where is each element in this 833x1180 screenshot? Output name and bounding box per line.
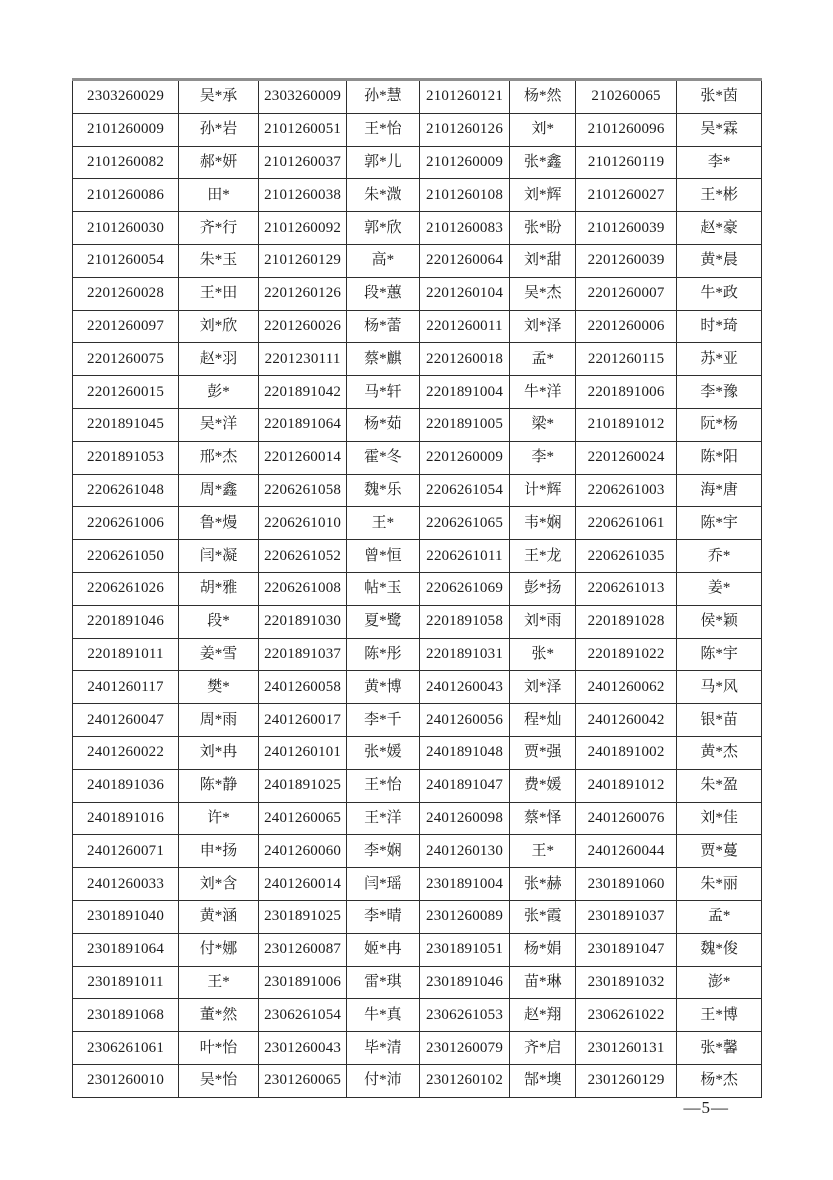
table-row: [73, 540, 762, 573]
candidate-id-cell: 2101260030: [73, 212, 179, 245]
table-row: [73, 244, 762, 277]
candidate-id-cell: 2401891025: [259, 769, 347, 802]
candidate-name-cell: 周*鑫: [179, 474, 259, 507]
candidate-id-cell: 2301891037: [575, 900, 676, 933]
candidate-name-cell: 赵*翔: [510, 999, 575, 1032]
candidate-id-cell: 2201891006: [575, 376, 676, 409]
candidate-name-cell: 王*怡: [347, 113, 419, 146]
candidate-id-cell: 2101260092: [259, 212, 347, 245]
candidate-name-cell: 张*: [510, 638, 575, 671]
candidate-name-cell: 朱*溦: [347, 179, 419, 212]
candidate-id-cell: 2306261022: [575, 999, 676, 1032]
candidate-name-cell: 黄*杰: [677, 736, 762, 769]
candidate-id-cell: 2401891048: [419, 736, 510, 769]
candidate-name-cell: 蔡*麒: [347, 343, 419, 376]
table-row: [73, 966, 762, 999]
candidate-name-cell: 樊*: [179, 671, 259, 704]
candidate-name-cell: 王*: [179, 966, 259, 999]
candidate-id-cell: 2201260007: [575, 277, 676, 310]
candidate-id-cell: 2101260039: [575, 212, 676, 245]
candidate-name-cell: 刘*泽: [510, 671, 575, 704]
table-row: [73, 605, 762, 638]
candidate-name-cell: 陈*静: [179, 769, 259, 802]
candidate-id-cell: 2201891030: [259, 605, 347, 638]
table-row: [73, 277, 762, 310]
candidate-id-cell: 2306261054: [259, 999, 347, 1032]
candidate-name-cell: 付*沛: [347, 1064, 419, 1097]
candidate-id-cell: 2401260076: [575, 802, 676, 835]
candidate-id-cell: 2301891060: [575, 868, 676, 901]
candidate-name-cell: 朱*盈: [677, 769, 762, 802]
candidate-id-cell: 2206261011: [419, 540, 510, 573]
candidate-id-cell: 2401260014: [259, 868, 347, 901]
candidate-id-cell: 2401260047: [73, 704, 179, 737]
candidate-id-cell: 2206261013: [575, 572, 676, 605]
candidate-name-cell: 李*晴: [347, 900, 419, 933]
candidate-name-cell: 陈*阳: [677, 441, 762, 474]
table-row: [73, 376, 762, 409]
candidate-id-cell: 2101260129: [259, 244, 347, 277]
candidate-id-cell: 2206261052: [259, 540, 347, 573]
candidate-name-cell: 侯*颖: [677, 605, 762, 638]
candidate-name-cell: 段*蕙: [347, 277, 419, 310]
candidate-id-cell: 2401260044: [575, 835, 676, 868]
candidate-id-cell: 2201891064: [259, 408, 347, 441]
candidate-name-cell: 叶*怡: [179, 1032, 259, 1065]
candidate-id-cell: 2401260098: [419, 802, 510, 835]
candidate-id-cell: 2301891051: [419, 933, 510, 966]
table-row: [73, 736, 762, 769]
candidate-name-cell: 李*: [677, 146, 762, 179]
candidate-name-cell: 王*彬: [677, 179, 762, 212]
candidate-name-cell: 黄*涵: [179, 900, 259, 933]
table-row: [73, 999, 762, 1032]
candidate-name-cell: 刘*辉: [510, 179, 575, 212]
candidate-id-cell: 2206261048: [73, 474, 179, 507]
candidate-id-cell: 2303260029: [73, 80, 179, 114]
candidate-name-cell: 许*: [179, 802, 259, 835]
candidate-name-cell: 付*娜: [179, 933, 259, 966]
candidate-name-cell: 陈*宇: [677, 638, 762, 671]
candidate-name-cell: 牛*洋: [510, 376, 575, 409]
candidate-name-cell: 梁*: [510, 408, 575, 441]
candidate-id-cell: 2401260065: [259, 802, 347, 835]
candidate-name-cell: 张*赫: [510, 868, 575, 901]
candidate-name-cell: 贾*蔓: [677, 835, 762, 868]
candidate-id-cell: 2101260096: [575, 113, 676, 146]
candidate-name-cell: 牛*政: [677, 277, 762, 310]
candidate-id-cell: 2101260086: [73, 179, 179, 212]
table-row: [73, 408, 762, 441]
candidate-id-cell: 2201891031: [419, 638, 510, 671]
candidate-name-cell: 田*: [179, 179, 259, 212]
candidate-id-cell: 2201260006: [575, 310, 676, 343]
candidate-id-cell: 2206261010: [259, 507, 347, 540]
candidate-id-cell: 2101260051: [259, 113, 347, 146]
table-row: [73, 179, 762, 212]
candidate-name-cell: 齐*启: [510, 1032, 575, 1065]
candidate-name-cell: 郭*欣: [347, 212, 419, 245]
candidate-id-cell: 2401260060: [259, 835, 347, 868]
candidate-id-cell: 2201891037: [259, 638, 347, 671]
candidate-id-cell: 2401260017: [259, 704, 347, 737]
candidate-id-cell: 2101260038: [259, 179, 347, 212]
candidate-id-cell: 2301891064: [73, 933, 179, 966]
candidate-id-cell: 2301260089: [419, 900, 510, 933]
candidate-name-cell: 时*琦: [677, 310, 762, 343]
candidate-name-cell: 刘*佳: [677, 802, 762, 835]
candidate-id-cell: 2201891022: [575, 638, 676, 671]
candidate-id-cell: 2201260075: [73, 343, 179, 376]
candidate-id-cell: 2301260010: [73, 1064, 179, 1097]
candidate-id-cell: 2401260130: [419, 835, 510, 868]
candidate-id-cell: 2201891011: [73, 638, 179, 671]
candidate-id-cell: 2401260043: [419, 671, 510, 704]
table-row: [73, 900, 762, 933]
candidate-id-cell: 2401260033: [73, 868, 179, 901]
candidate-name-cell: 王*田: [179, 277, 259, 310]
candidate-name-cell: 杨*茹: [347, 408, 419, 441]
masked-roster-table: [72, 78, 762, 1098]
candidate-name-cell: 彭*扬: [510, 572, 575, 605]
roster-table-body: [73, 80, 762, 1098]
candidate-id-cell: 2306261061: [73, 1032, 179, 1065]
candidate-name-cell: 高*: [347, 244, 419, 277]
candidate-id-cell: 2401891012: [575, 769, 676, 802]
candidate-id-cell: 2206261069: [419, 572, 510, 605]
candidate-name-cell: 王*龙: [510, 540, 575, 573]
table-row: [73, 113, 762, 146]
candidate-name-cell: 苗*琳: [510, 966, 575, 999]
roster-table-container: [72, 78, 762, 1098]
candidate-name-cell: 霍*冬: [347, 441, 419, 474]
candidate-name-cell: 鲁*熳: [179, 507, 259, 540]
candidate-name-cell: 吴*怡: [179, 1064, 259, 1097]
table-row: [73, 507, 762, 540]
candidate-id-cell: 210260065: [575, 80, 676, 114]
candidate-id-cell: 2206261065: [419, 507, 510, 540]
candidate-id-cell: 2401891016: [73, 802, 179, 835]
candidate-id-cell: 2206261003: [575, 474, 676, 507]
candidate-name-cell: 闫*瑶: [347, 868, 419, 901]
candidate-id-cell: 2201260064: [419, 244, 510, 277]
candidate-name-cell: 王*博: [677, 999, 762, 1032]
candidate-id-cell: 2201260126: [259, 277, 347, 310]
candidate-id-cell: 2101260037: [259, 146, 347, 179]
candidate-name-cell: 朱*玉: [179, 244, 259, 277]
candidate-id-cell: 2206261008: [259, 572, 347, 605]
candidate-name-cell: 刘*雨: [510, 605, 575, 638]
candidate-id-cell: 2401260058: [259, 671, 347, 704]
candidate-id-cell: 2206261054: [419, 474, 510, 507]
candidate-id-cell: 2201260018: [419, 343, 510, 376]
candidate-name-cell: 孙*岩: [179, 113, 259, 146]
candidate-id-cell: 2301260065: [259, 1064, 347, 1097]
candidate-name-cell: 杨*蕾: [347, 310, 419, 343]
table-row: [73, 704, 762, 737]
candidate-name-cell: 魏*乐: [347, 474, 419, 507]
table-row: [73, 572, 762, 605]
candidate-name-cell: 赵*豪: [677, 212, 762, 245]
candidate-name-cell: 吴*承: [179, 80, 259, 114]
candidate-name-cell: 魏*俊: [677, 933, 762, 966]
table-row: [73, 933, 762, 966]
candidate-id-cell: 2206261006: [73, 507, 179, 540]
candidate-id-cell: 2201230111: [259, 343, 347, 376]
candidate-id-cell: 2201260011: [419, 310, 510, 343]
candidate-name-cell: 马*风: [677, 671, 762, 704]
candidate-id-cell: 2201891045: [73, 408, 179, 441]
candidate-name-cell: 郝*妍: [179, 146, 259, 179]
candidate-name-cell: 吴*霖: [677, 113, 762, 146]
candidate-id-cell: 2303260009: [259, 80, 347, 114]
candidate-id-cell: 2201260097: [73, 310, 179, 343]
candidate-name-cell: 李*娴: [347, 835, 419, 868]
candidate-id-cell: 2201260039: [575, 244, 676, 277]
candidate-name-cell: 刘*冉: [179, 736, 259, 769]
table-row: [73, 441, 762, 474]
table-row: [73, 212, 762, 245]
candidate-name-cell: 邢*杰: [179, 441, 259, 474]
candidate-id-cell: 2206261026: [73, 572, 179, 605]
candidate-name-cell: 彭*: [179, 376, 259, 409]
candidate-id-cell: 2301891040: [73, 900, 179, 933]
table-row: [73, 343, 762, 376]
candidate-id-cell: 2301891006: [259, 966, 347, 999]
candidate-id-cell: 2201260015: [73, 376, 179, 409]
candidate-id-cell: 2401891047: [419, 769, 510, 802]
candidate-id-cell: 2101260108: [419, 179, 510, 212]
candidate-id-cell: 2301260102: [419, 1064, 510, 1097]
candidate-name-cell: 周*雨: [179, 704, 259, 737]
candidate-name-cell: 蔡*怿: [510, 802, 575, 835]
candidate-id-cell: 2401260056: [419, 704, 510, 737]
candidate-id-cell: 2301891068: [73, 999, 179, 1032]
candidate-id-cell: 2306261053: [419, 999, 510, 1032]
candidate-name-cell: 姜*雪: [179, 638, 259, 671]
candidate-id-cell: 2206261050: [73, 540, 179, 573]
candidate-name-cell: 陈*宇: [677, 507, 762, 540]
candidate-id-cell: 2201260104: [419, 277, 510, 310]
candidate-id-cell: 2201891028: [575, 605, 676, 638]
page-number: —5—: [683, 1098, 729, 1117]
candidate-id-cell: 2201260024: [575, 441, 676, 474]
candidate-name-cell: 吴*洋: [179, 408, 259, 441]
candidate-name-cell: 张*盼: [510, 212, 575, 245]
candidate-name-cell: 乔*: [677, 540, 762, 573]
candidate-name-cell: 程*灿: [510, 704, 575, 737]
candidate-name-cell: 李*豫: [677, 376, 762, 409]
candidate-id-cell: 2201260026: [259, 310, 347, 343]
candidate-name-cell: 段*: [179, 605, 259, 638]
candidate-name-cell: 贾*强: [510, 736, 575, 769]
candidate-name-cell: 姜*: [677, 572, 762, 605]
candidate-id-cell: 2201260009: [419, 441, 510, 474]
candidate-name-cell: 刘*泽: [510, 310, 575, 343]
table-row: [73, 868, 762, 901]
candidate-id-cell: 2101260082: [73, 146, 179, 179]
candidate-name-cell: 李*: [510, 441, 575, 474]
candidate-name-cell: 计*辉: [510, 474, 575, 507]
candidate-id-cell: 2301260129: [575, 1064, 676, 1097]
candidate-id-cell: 2301891032: [575, 966, 676, 999]
candidate-id-cell: 2206261035: [575, 540, 676, 573]
candidate-name-cell: 曾*恒: [347, 540, 419, 573]
candidate-id-cell: 2301891047: [575, 933, 676, 966]
table-row: [73, 1032, 762, 1065]
candidate-id-cell: 2401260101: [259, 736, 347, 769]
table-row: [73, 802, 762, 835]
candidate-id-cell: 2201260014: [259, 441, 347, 474]
candidate-id-cell: 2201260115: [575, 343, 676, 376]
candidate-name-cell: 申*扬: [179, 835, 259, 868]
candidate-id-cell: 2401260042: [575, 704, 676, 737]
candidate-name-cell: 苏*亚: [677, 343, 762, 376]
candidate-name-cell: 闫*凝: [179, 540, 259, 573]
candidate-name-cell: 吴*杰: [510, 277, 575, 310]
candidate-name-cell: 马*轩: [347, 376, 419, 409]
candidate-id-cell: 2201260028: [73, 277, 179, 310]
candidate-name-cell: 刘*: [510, 113, 575, 146]
table-row: [73, 1064, 762, 1097]
candidate-name-cell: 夏*鹭: [347, 605, 419, 638]
candidate-name-cell: 姬*冉: [347, 933, 419, 966]
table-row: [73, 671, 762, 704]
candidate-name-cell: 张*馨: [677, 1032, 762, 1065]
table-row: [73, 310, 762, 343]
candidate-id-cell: 2301260043: [259, 1032, 347, 1065]
table-row: [73, 474, 762, 507]
table-row: [73, 769, 762, 802]
candidate-name-cell: 刘*欣: [179, 310, 259, 343]
candidate-id-cell: 2101260054: [73, 244, 179, 277]
candidate-id-cell: 2201891053: [73, 441, 179, 474]
candidate-id-cell: 2101260083: [419, 212, 510, 245]
candidate-id-cell: 2401260117: [73, 671, 179, 704]
candidate-name-cell: 黄*博: [347, 671, 419, 704]
candidate-id-cell: 2301260079: [419, 1032, 510, 1065]
candidate-name-cell: 齐*行: [179, 212, 259, 245]
candidate-id-cell: 2301260087: [259, 933, 347, 966]
candidate-name-cell: 王*怡: [347, 769, 419, 802]
candidate-name-cell: 陈*彤: [347, 638, 419, 671]
candidate-name-cell: 杨*娟: [510, 933, 575, 966]
candidate-name-cell: 王*: [510, 835, 575, 868]
candidate-name-cell: 帖*玉: [347, 572, 419, 605]
table-row: [73, 146, 762, 179]
candidate-name-cell: 韦*娴: [510, 507, 575, 540]
table-row: [73, 638, 762, 671]
candidate-name-cell: 刘*甜: [510, 244, 575, 277]
candidate-id-cell: 2401260071: [73, 835, 179, 868]
candidate-name-cell: 澎*: [677, 966, 762, 999]
candidate-name-cell: 刘*含: [179, 868, 259, 901]
candidate-name-cell: 张*媛: [347, 736, 419, 769]
candidate-id-cell: 2301891025: [259, 900, 347, 933]
candidate-name-cell: 孙*慧: [347, 80, 419, 114]
candidate-id-cell: 2301891004: [419, 868, 510, 901]
table-row: [73, 80, 762, 114]
candidate-name-cell: 王*: [347, 507, 419, 540]
candidate-id-cell: 2201891004: [419, 376, 510, 409]
candidate-name-cell: 海*唐: [677, 474, 762, 507]
candidate-name-cell: 胡*雅: [179, 572, 259, 605]
candidate-name-cell: 朱*丽: [677, 868, 762, 901]
candidate-id-cell: 2301891046: [419, 966, 510, 999]
candidate-name-cell: 费*媛: [510, 769, 575, 802]
candidate-name-cell: 张*茵: [677, 80, 762, 114]
candidate-name-cell: 银*苗: [677, 704, 762, 737]
candidate-id-cell: 2206261058: [259, 474, 347, 507]
candidate-id-cell: 2301891011: [73, 966, 179, 999]
candidate-name-cell: 雷*琪: [347, 966, 419, 999]
candidate-id-cell: 2101891012: [575, 408, 676, 441]
candidate-name-cell: 张*霞: [510, 900, 575, 933]
candidate-id-cell: 2201891058: [419, 605, 510, 638]
candidate-id-cell: 2101260009: [73, 113, 179, 146]
candidate-id-cell: 2401891002: [575, 736, 676, 769]
candidate-name-cell: 杨*然: [510, 80, 575, 114]
candidate-id-cell: 2101260126: [419, 113, 510, 146]
candidate-id-cell: 2301260131: [575, 1032, 676, 1065]
candidate-id-cell: 2206261061: [575, 507, 676, 540]
candidate-name-cell: 李*千: [347, 704, 419, 737]
candidate-name-cell: 杨*杰: [677, 1064, 762, 1097]
candidate-id-cell: 2201891042: [259, 376, 347, 409]
table-row: [73, 835, 762, 868]
candidate-id-cell: 2101260119: [575, 146, 676, 179]
candidate-name-cell: 郜*墺: [510, 1064, 575, 1097]
candidate-name-cell: 孟*: [510, 343, 575, 376]
candidate-name-cell: 郭*儿: [347, 146, 419, 179]
candidate-id-cell: 2401260022: [73, 736, 179, 769]
candidate-id-cell: 2401891036: [73, 769, 179, 802]
candidate-name-cell: 赵*羽: [179, 343, 259, 376]
candidate-name-cell: 毕*清: [347, 1032, 419, 1065]
candidate-name-cell: 牛*真: [347, 999, 419, 1032]
candidate-id-cell: 2201891046: [73, 605, 179, 638]
candidate-name-cell: 董*然: [179, 999, 259, 1032]
candidate-id-cell: 2101260121: [419, 80, 510, 114]
candidate-name-cell: 孟*: [677, 900, 762, 933]
candidate-id-cell: 2101260009: [419, 146, 510, 179]
candidate-name-cell: 阮*杨: [677, 408, 762, 441]
candidate-name-cell: 黄*晨: [677, 244, 762, 277]
candidate-name-cell: 王*洋: [347, 802, 419, 835]
candidate-id-cell: 2201891005: [419, 408, 510, 441]
candidate-id-cell: 2401260062: [575, 671, 676, 704]
candidate-name-cell: 张*鑫: [510, 146, 575, 179]
candidate-id-cell: 2101260027: [575, 179, 676, 212]
